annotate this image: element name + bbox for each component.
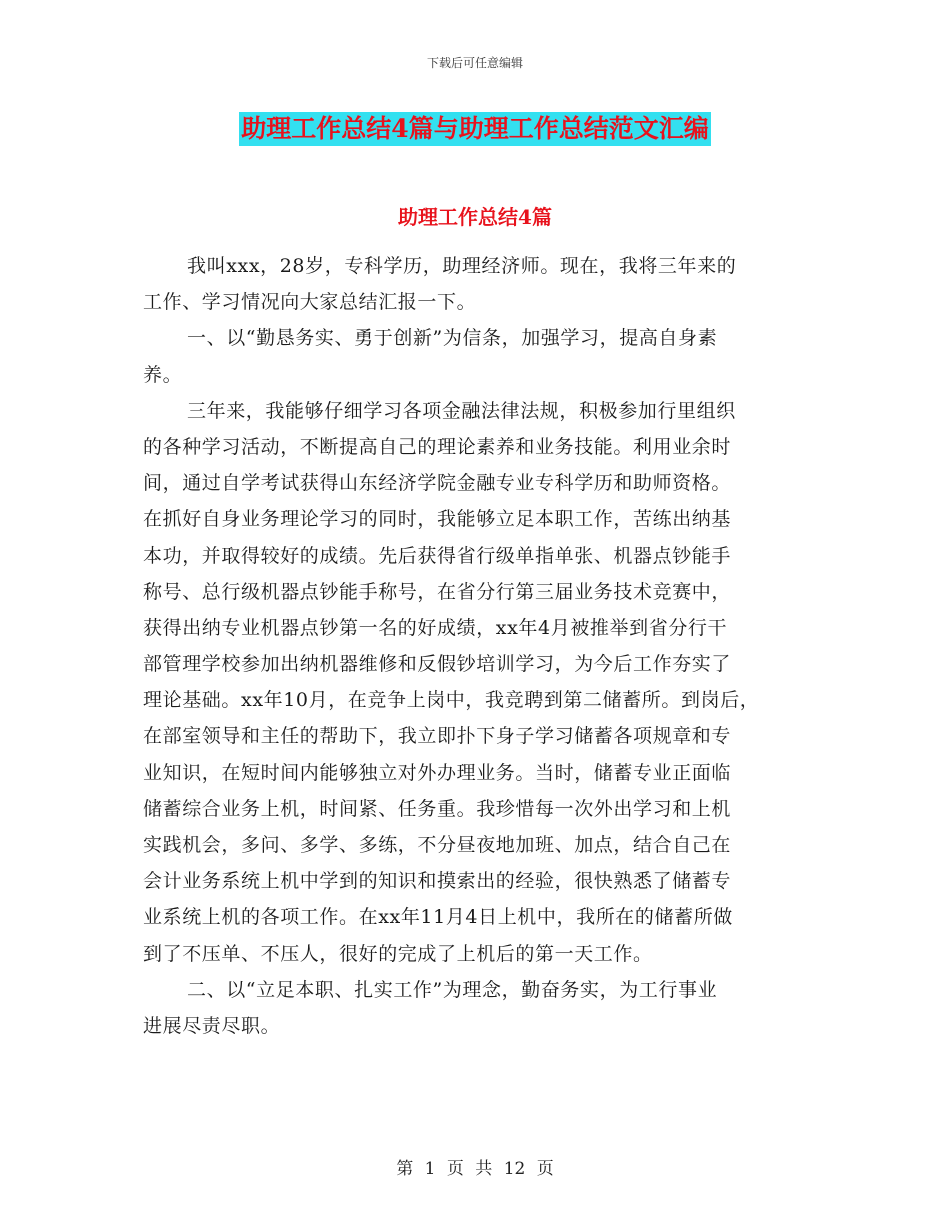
paragraph-line: 业知识，在短时间内能够独立对外办理业务。当时，储蓄专业正面临 [143, 761, 732, 784]
paragraph-line: 三年来，我能够仔细学习各项金融法律法规，积极参加行里组织 [187, 399, 736, 422]
paragraph-line: 间，通过自学考试获得山东经济学院金融专业专科学历和助师资格。 [143, 472, 732, 495]
main-title: 助理工作总结4篇与助理工作总结范文汇编 [239, 112, 710, 146]
body-text [143, 248, 833, 1044]
paragraph-line: 实践机会，多问、多学、多练，不分昼夜地加班、加点，结合自己在 [143, 834, 732, 856]
paragraph-line: 会计业务系统上机中学到的知识和摸索出的经验，很快熟悉了储蓄专 [143, 870, 732, 893]
section-title: 助理工作总结4篇 [398, 205, 552, 229]
paragraph-line: 部管理学校参加出纳机器维修和反假钞培训学习，为今后工作夯实了 [143, 653, 732, 676]
main-title-wrap [0, 112, 950, 146]
paragraph-line: 二、以“立足本职、扎实工作”为理念，勤奋务实，为工行事业 [187, 978, 718, 1001]
paragraph-line: 获得出纳专业机器点钞第一名的好成绩，xx年4月被推举到省分行干 [143, 616, 728, 639]
paragraph-line: 在部室领导和主任的帮助下，我立即扑下身子学习储蓄各项规章和专 [143, 725, 732, 748]
paragraph-line: 工作、学习情况向大家总结汇报一下。 [143, 291, 477, 314]
page-footer: 第 1 页 共 12 页 [396, 1159, 554, 1179]
paragraph-line: 到了不压单、不压人，很好的完成了上机后的第一天工作。 [143, 942, 653, 965]
header-note: 下载后可任意编辑 [426, 56, 523, 70]
paragraph-line: 在抓好自身业务理论学习的同时，我能够立足本职工作，苦练出纳基 [143, 508, 732, 531]
paragraph-line: 本功，并取得较好的成绩。先后获得省行级单指单张、机器点钞能手 [143, 544, 732, 567]
paragraph-line: 养。 [143, 363, 183, 386]
paragraph-line: 我叫xxx，28岁，专科学历，助理经济师。现在，我将三年来的 [187, 255, 737, 277]
paragraph-line: 理论基础。xx年10月，在竞争上岗中，我竞聘到第二储蓄所。到岗后， [143, 689, 760, 712]
paragraph-line: 一、以“勤恳务实、勇于创新”为信条，加强学习，提高自身素 [187, 327, 718, 350]
paragraph-line: 进展尽责尽职。 [143, 1014, 281, 1037]
paragraph-line: 储蓄综合业务上机，时间紧、任务重。我珍惜每一次外出学习和上机 [143, 797, 732, 820]
paragraph-line: 的各种学习活动，不断提高自己的理论素养和业务技能。利用业余时 [143, 435, 732, 458]
paragraph-line: 业系统上机的各项工作。在xx年11月4日上机中，我所在的储蓄所做 [143, 906, 733, 929]
paragraph-line: 称号、总行级机器点钞能手称号，在省分行第三届业务技术竞赛中， [143, 580, 732, 603]
